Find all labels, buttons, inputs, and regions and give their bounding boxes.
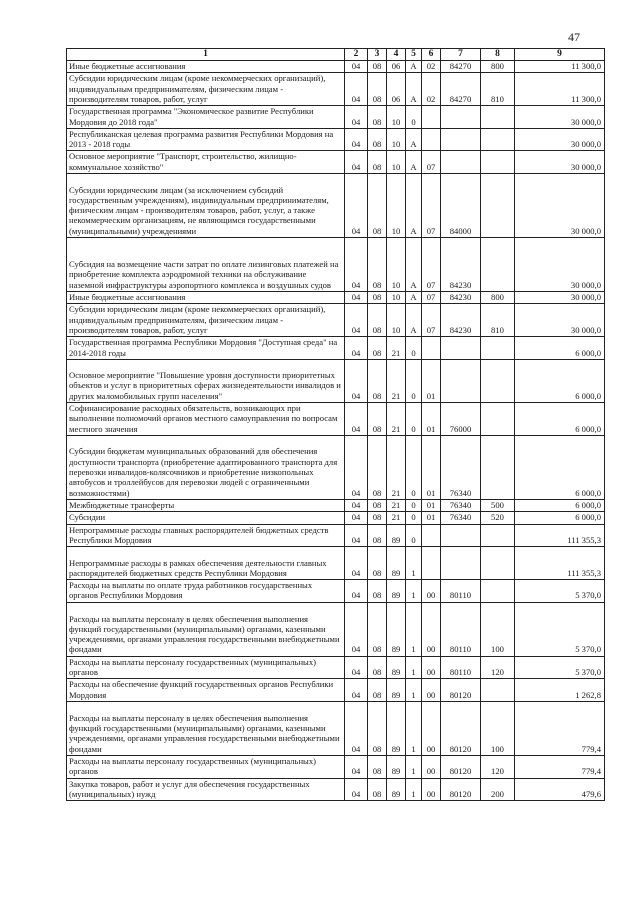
amount: 30 000,0 xyxy=(515,128,605,151)
table-row xyxy=(67,602,605,656)
subprogram-code: 0 xyxy=(406,435,422,499)
row-name: Государственная программа "Экономическое развитие Республики Мордовия до 2018 года" xyxy=(67,106,345,129)
row-name: Расходы на выплаты персоналу государственных (муниципальных) органов xyxy=(67,656,345,679)
direction-code: 80120 xyxy=(441,755,481,778)
program-code: 21 xyxy=(387,402,406,435)
table-row xyxy=(67,778,605,801)
row-name: Основное мероприятие "Транспорт, строительство, жилищно-коммунальное хозяйство" xyxy=(67,151,345,174)
table-row xyxy=(67,701,605,755)
subsection-code: 08 xyxy=(368,61,387,73)
section-code: 04 xyxy=(345,402,368,435)
subsection-code: 08 xyxy=(368,238,387,292)
amount: 30 000,0 xyxy=(515,106,605,129)
program-code: 89 xyxy=(387,580,406,603)
program-code: 89 xyxy=(387,547,406,580)
row-name: Субсидии юридическим лицам (кроме некоммерческих организаций), индивидуальным предпринимателям, физическим лицам - производителям товаров, работ, услуг xyxy=(67,304,345,337)
row-name: Расходы на выплаты персоналу государственных (муниципальных) органов xyxy=(67,755,345,778)
expense-type-code: 810 xyxy=(481,304,515,337)
subprogram-code: А xyxy=(406,61,422,73)
subsection-code: 08 xyxy=(368,359,387,402)
expense-type-code: 800 xyxy=(481,292,515,304)
program-code: 10 xyxy=(387,106,406,129)
subprogram-code: 0 xyxy=(406,402,422,435)
table-row xyxy=(67,61,605,73)
section-code: 04 xyxy=(345,304,368,337)
amount: 6 000,0 xyxy=(515,499,605,511)
row-name: Межбюджетные трансферты xyxy=(67,499,345,511)
direction-code: 80110 xyxy=(441,602,481,656)
table-row xyxy=(67,128,605,151)
header-col-8: 8 xyxy=(481,49,515,61)
subsection-code: 08 xyxy=(368,174,387,238)
direction-code: 76000 xyxy=(441,402,481,435)
subsection-code: 08 xyxy=(368,128,387,151)
amount: 779,4 xyxy=(515,755,605,778)
direction-code: 76340 xyxy=(441,435,481,499)
expense-type-code: 120 xyxy=(481,755,515,778)
row-name: Субсидии юридическим лицам (за исключением субсидий государственным учреждениям), индивидуальным предпринимателям, физическим лицам - производителям товаров, работ, услуг, а также некоммерческим организациям, не являющимся государственными (муниципальными) учреждениями xyxy=(67,174,345,238)
row-name: Расходы на выплаты персоналу в целях обеспечения выполнения функций государственными (муниципальными) органами, казенными учреждениями, органами управления государственными внебюджетными фондами xyxy=(67,701,345,755)
expense-type-code xyxy=(481,359,515,402)
amount: 779,4 xyxy=(515,701,605,755)
row-name: Субсидии юридическим лицам (кроме некоммерческих организаций), индивидуальным предпринимателям, физическим лицам - производителям товаров, работ, услуг xyxy=(67,73,345,106)
subprogram-code: 0 xyxy=(406,512,422,524)
subprogram-code: 0 xyxy=(406,524,422,547)
row-name: Республиканская целевая программа развития Республики Мордовия на 2013 - 2018 годы xyxy=(67,128,345,151)
section-code: 04 xyxy=(345,151,368,174)
amount: 479,6 xyxy=(515,778,605,801)
section-code: 04 xyxy=(345,292,368,304)
subsection-code: 08 xyxy=(368,524,387,547)
amount: 30 000,0 xyxy=(515,304,605,337)
program-code: 10 xyxy=(387,174,406,238)
expense-type-code: 200 xyxy=(481,778,515,801)
program-code: 89 xyxy=(387,755,406,778)
event-code: 01 xyxy=(422,402,441,435)
subprogram-code: 0 xyxy=(406,106,422,129)
header-col-5: 5 xyxy=(406,49,422,61)
expense-type-code: 810 xyxy=(481,73,515,106)
program-code: 89 xyxy=(387,778,406,801)
table-row xyxy=(67,656,605,679)
subsection-code: 08 xyxy=(368,701,387,755)
program-code: 89 xyxy=(387,602,406,656)
program-code: 21 xyxy=(387,337,406,360)
event-code: 00 xyxy=(422,778,441,801)
expense-type-code: 120 xyxy=(481,656,515,679)
table-row xyxy=(67,524,605,547)
subsection-code: 08 xyxy=(368,679,387,702)
expense-type-code: 100 xyxy=(481,602,515,656)
table-row xyxy=(67,359,605,402)
section-code: 04 xyxy=(345,128,368,151)
event-code xyxy=(422,128,441,151)
section-code: 04 xyxy=(345,512,368,524)
row-name: Расходы на выплаты по оплате труда работников государственных органов Республики Мордовия xyxy=(67,580,345,603)
expense-type-code xyxy=(481,174,515,238)
amount: 30 000,0 xyxy=(515,292,605,304)
table-row xyxy=(67,435,605,499)
direction-code: 80120 xyxy=(441,701,481,755)
amount: 11 300,0 xyxy=(515,73,605,106)
subprogram-code: 1 xyxy=(406,547,422,580)
subprogram-code: А xyxy=(406,73,422,106)
direction-code: 84230 xyxy=(441,304,481,337)
expense-type-code xyxy=(481,679,515,702)
row-name: Иные бюджетные ассигнования xyxy=(67,292,345,304)
program-code: 10 xyxy=(387,238,406,292)
subprogram-code: 1 xyxy=(406,755,422,778)
section-code: 04 xyxy=(345,679,368,702)
subprogram-code: А xyxy=(406,292,422,304)
direction-code xyxy=(441,524,481,547)
row-name: Иные бюджетные ассигнования xyxy=(67,61,345,73)
subsection-code: 08 xyxy=(368,304,387,337)
direction-code: 84000 xyxy=(441,174,481,238)
expense-type-code xyxy=(481,238,515,292)
amount: 5 370,0 xyxy=(515,580,605,603)
direction-code xyxy=(441,128,481,151)
event-code: 01 xyxy=(422,435,441,499)
amount: 1 262,8 xyxy=(515,679,605,702)
row-name: Субсидии бюджетам муниципальных образований для обеспечения доступности транспорта (приобретение адаптированного транспорта для перевозки инвалидов-колясочников и приобретение низкопольных автобусов и троллейбусов для перевозки людей с ограниченными возможностями) xyxy=(67,435,345,499)
subprogram-code: 0 xyxy=(406,499,422,511)
subsection-code: 08 xyxy=(368,499,387,511)
subsection-code: 08 xyxy=(368,402,387,435)
direction-code: 84270 xyxy=(441,73,481,106)
section-code: 04 xyxy=(345,337,368,360)
program-code: 06 xyxy=(387,61,406,73)
subsection-code: 08 xyxy=(368,602,387,656)
row-name: Государственная программа Республики Мордовия "Доступная среда" на 2014-2018 годы xyxy=(67,337,345,360)
amount: 6 000,0 xyxy=(515,512,605,524)
table-row xyxy=(67,547,605,580)
row-name: Непрограммные расходы главных распорядителей бюджетных средств Республики Мордовия xyxy=(67,524,345,547)
table-row xyxy=(67,337,605,360)
row-name: Закупка товаров, работ и услуг для обеспечения государственных (муниципальных) нужд xyxy=(67,778,345,801)
event-code xyxy=(422,106,441,129)
expense-type-code xyxy=(481,547,515,580)
table-row xyxy=(67,679,605,702)
expense-type-code xyxy=(481,435,515,499)
event-code: 00 xyxy=(422,755,441,778)
event-code: 00 xyxy=(422,679,441,702)
event-code xyxy=(422,547,441,580)
event-code: 02 xyxy=(422,61,441,73)
program-code: 89 xyxy=(387,679,406,702)
expense-type-code xyxy=(481,106,515,129)
program-code: 89 xyxy=(387,656,406,679)
table-body xyxy=(67,61,605,801)
direction-code xyxy=(441,359,481,402)
row-name: Основное мероприятие "Повышение уровня доступности приоритетных объектов и услуг в приоритетных сферах жизнедеятельности инвалидов и других маломобильных групп населения" xyxy=(67,359,345,402)
subprogram-code: 0 xyxy=(406,337,422,360)
table-row xyxy=(67,106,605,129)
table-row xyxy=(67,755,605,778)
section-code: 04 xyxy=(345,602,368,656)
table-row xyxy=(67,292,605,304)
event-code: 00 xyxy=(422,701,441,755)
subprogram-code: 1 xyxy=(406,656,422,679)
table-row xyxy=(67,73,605,106)
event-code xyxy=(422,337,441,360)
program-code: 10 xyxy=(387,292,406,304)
direction-code xyxy=(441,106,481,129)
subsection-code: 08 xyxy=(368,106,387,129)
expense-type-code: 520 xyxy=(481,512,515,524)
budget-table xyxy=(66,48,605,801)
program-code: 21 xyxy=(387,512,406,524)
event-code: 00 xyxy=(422,580,441,603)
direction-code xyxy=(441,337,481,360)
amount: 11 300,0 xyxy=(515,61,605,73)
row-name: Расходы на выплаты персоналу в целях обеспечения выполнения функций государственными (муниципальными) органами, казенными учреждениями, органами управления государственными внебюджетными фондами xyxy=(67,602,345,656)
subsection-code: 08 xyxy=(368,547,387,580)
expense-type-code xyxy=(481,524,515,547)
program-code: 21 xyxy=(387,359,406,402)
subsection-code: 08 xyxy=(368,512,387,524)
subprogram-code: А xyxy=(406,304,422,337)
direction-code xyxy=(441,151,481,174)
direction-code: 76340 xyxy=(441,512,481,524)
expense-type-code xyxy=(481,580,515,603)
expense-type-code: 800 xyxy=(481,61,515,73)
event-code: 00 xyxy=(422,656,441,679)
direction-code: 76340 xyxy=(441,499,481,511)
subprogram-code: А xyxy=(406,128,422,151)
event-code: 01 xyxy=(422,512,441,524)
header-col-1: 1 xyxy=(67,49,345,61)
event-code: 07 xyxy=(422,304,441,337)
header-col-3: 3 xyxy=(368,49,387,61)
header-col-4: 4 xyxy=(387,49,406,61)
amount: 111 355,3 xyxy=(515,547,605,580)
table-row xyxy=(67,151,605,174)
direction-code xyxy=(441,547,481,580)
table-row xyxy=(67,304,605,337)
row-name: Непрограммные расходы в рамках обеспечения деятельности главных распорядителей бюджетных средств Республики Мордовия xyxy=(67,547,345,580)
section-code: 04 xyxy=(345,435,368,499)
section-code: 04 xyxy=(345,701,368,755)
subsection-code: 08 xyxy=(368,755,387,778)
amount: 111 355,3 xyxy=(515,524,605,547)
amount: 30 000,0 xyxy=(515,174,605,238)
subsection-code: 08 xyxy=(368,435,387,499)
row-name: Субсидии xyxy=(67,512,345,524)
subprogram-code: 0 xyxy=(406,359,422,402)
direction-code: 84270 xyxy=(441,61,481,73)
section-code: 04 xyxy=(345,656,368,679)
subprogram-code: 1 xyxy=(406,602,422,656)
subsection-code: 08 xyxy=(368,292,387,304)
program-code: 06 xyxy=(387,73,406,106)
subsection-code: 08 xyxy=(368,73,387,106)
event-code: 02 xyxy=(422,73,441,106)
expense-type-code xyxy=(481,402,515,435)
section-code: 04 xyxy=(345,359,368,402)
expense-type-code xyxy=(481,128,515,151)
table-row xyxy=(67,499,605,511)
program-code: 89 xyxy=(387,701,406,755)
subprogram-code: 1 xyxy=(406,679,422,702)
section-code: 04 xyxy=(345,547,368,580)
program-code: 10 xyxy=(387,128,406,151)
row-name: Расходы на обеспечение функций государственных органов Республики Мордовия xyxy=(67,679,345,702)
program-code: 10 xyxy=(387,151,406,174)
direction-code: 80110 xyxy=(441,580,481,603)
subsection-code: 08 xyxy=(368,337,387,360)
event-code: 07 xyxy=(422,238,441,292)
event-code: 07 xyxy=(422,174,441,238)
subprogram-code: А xyxy=(406,238,422,292)
subsection-code: 08 xyxy=(368,778,387,801)
amount: 30 000,0 xyxy=(515,151,605,174)
table-row xyxy=(67,402,605,435)
section-code: 04 xyxy=(345,499,368,511)
program-code: 89 xyxy=(387,524,406,547)
page-number: 47 xyxy=(568,30,580,44)
program-code: 10 xyxy=(387,304,406,337)
section-code: 04 xyxy=(345,106,368,129)
table-row xyxy=(67,174,605,238)
program-code: 21 xyxy=(387,499,406,511)
amount: 6 000,0 xyxy=(515,359,605,402)
section-code: 04 xyxy=(345,755,368,778)
subsection-code: 08 xyxy=(368,580,387,603)
section-code: 04 xyxy=(345,174,368,238)
subprogram-code: 1 xyxy=(406,580,422,603)
direction-code: 80120 xyxy=(441,679,481,702)
event-code xyxy=(422,524,441,547)
expense-type-code xyxy=(481,151,515,174)
direction-code: 84230 xyxy=(441,238,481,292)
section-code: 04 xyxy=(345,580,368,603)
event-code: 00 xyxy=(422,602,441,656)
expense-type-code: 100 xyxy=(481,701,515,755)
table-row xyxy=(67,238,605,292)
subsection-code: 08 xyxy=(368,656,387,679)
subprogram-code: 1 xyxy=(406,701,422,755)
program-code: 21 xyxy=(387,435,406,499)
header-col-2: 2 xyxy=(345,49,368,61)
section-code: 04 xyxy=(345,238,368,292)
section-code: 04 xyxy=(345,73,368,106)
event-code: 01 xyxy=(422,359,441,402)
amount: 6 000,0 xyxy=(515,402,605,435)
amount: 5 370,0 xyxy=(515,602,605,656)
direction-code: 80120 xyxy=(441,778,481,801)
direction-code: 80110 xyxy=(441,656,481,679)
header-col-7: 7 xyxy=(441,49,481,61)
subsection-code: 08 xyxy=(368,151,387,174)
expense-type-code: 500 xyxy=(481,499,515,511)
header-col-6: 6 xyxy=(422,49,441,61)
section-code: 04 xyxy=(345,778,368,801)
amount: 6 000,0 xyxy=(515,435,605,499)
event-code: 07 xyxy=(422,292,441,304)
table-row xyxy=(67,512,605,524)
row-name: Софинансирование расходных обязательств, возникающих при выполнении полномочий органов местного самоуправления по вопросам местного значения xyxy=(67,402,345,435)
amount: 5 370,0 xyxy=(515,656,605,679)
amount: 6 000,0 xyxy=(515,337,605,360)
subprogram-code: А xyxy=(406,151,422,174)
table-row xyxy=(67,580,605,603)
direction-code: 84230 xyxy=(441,292,481,304)
event-code: 01 xyxy=(422,499,441,511)
header-col-9: 9 xyxy=(515,49,605,61)
table-header-row xyxy=(67,49,605,61)
section-code: 04 xyxy=(345,524,368,547)
subprogram-code: 1 xyxy=(406,778,422,801)
row-name: Субсидия на возмещение части затрат по оплате лизинговых платежей на приобретение комплекта аэродромной техники на обслуживание наземной инфраструктуры аэропортного комплекса и воздушных судов xyxy=(67,238,345,292)
amount: 30 000,0 xyxy=(515,238,605,292)
subprogram-code: А xyxy=(406,174,422,238)
expense-type-code xyxy=(481,337,515,360)
event-code: 07 xyxy=(422,151,441,174)
section-code: 04 xyxy=(345,61,368,73)
